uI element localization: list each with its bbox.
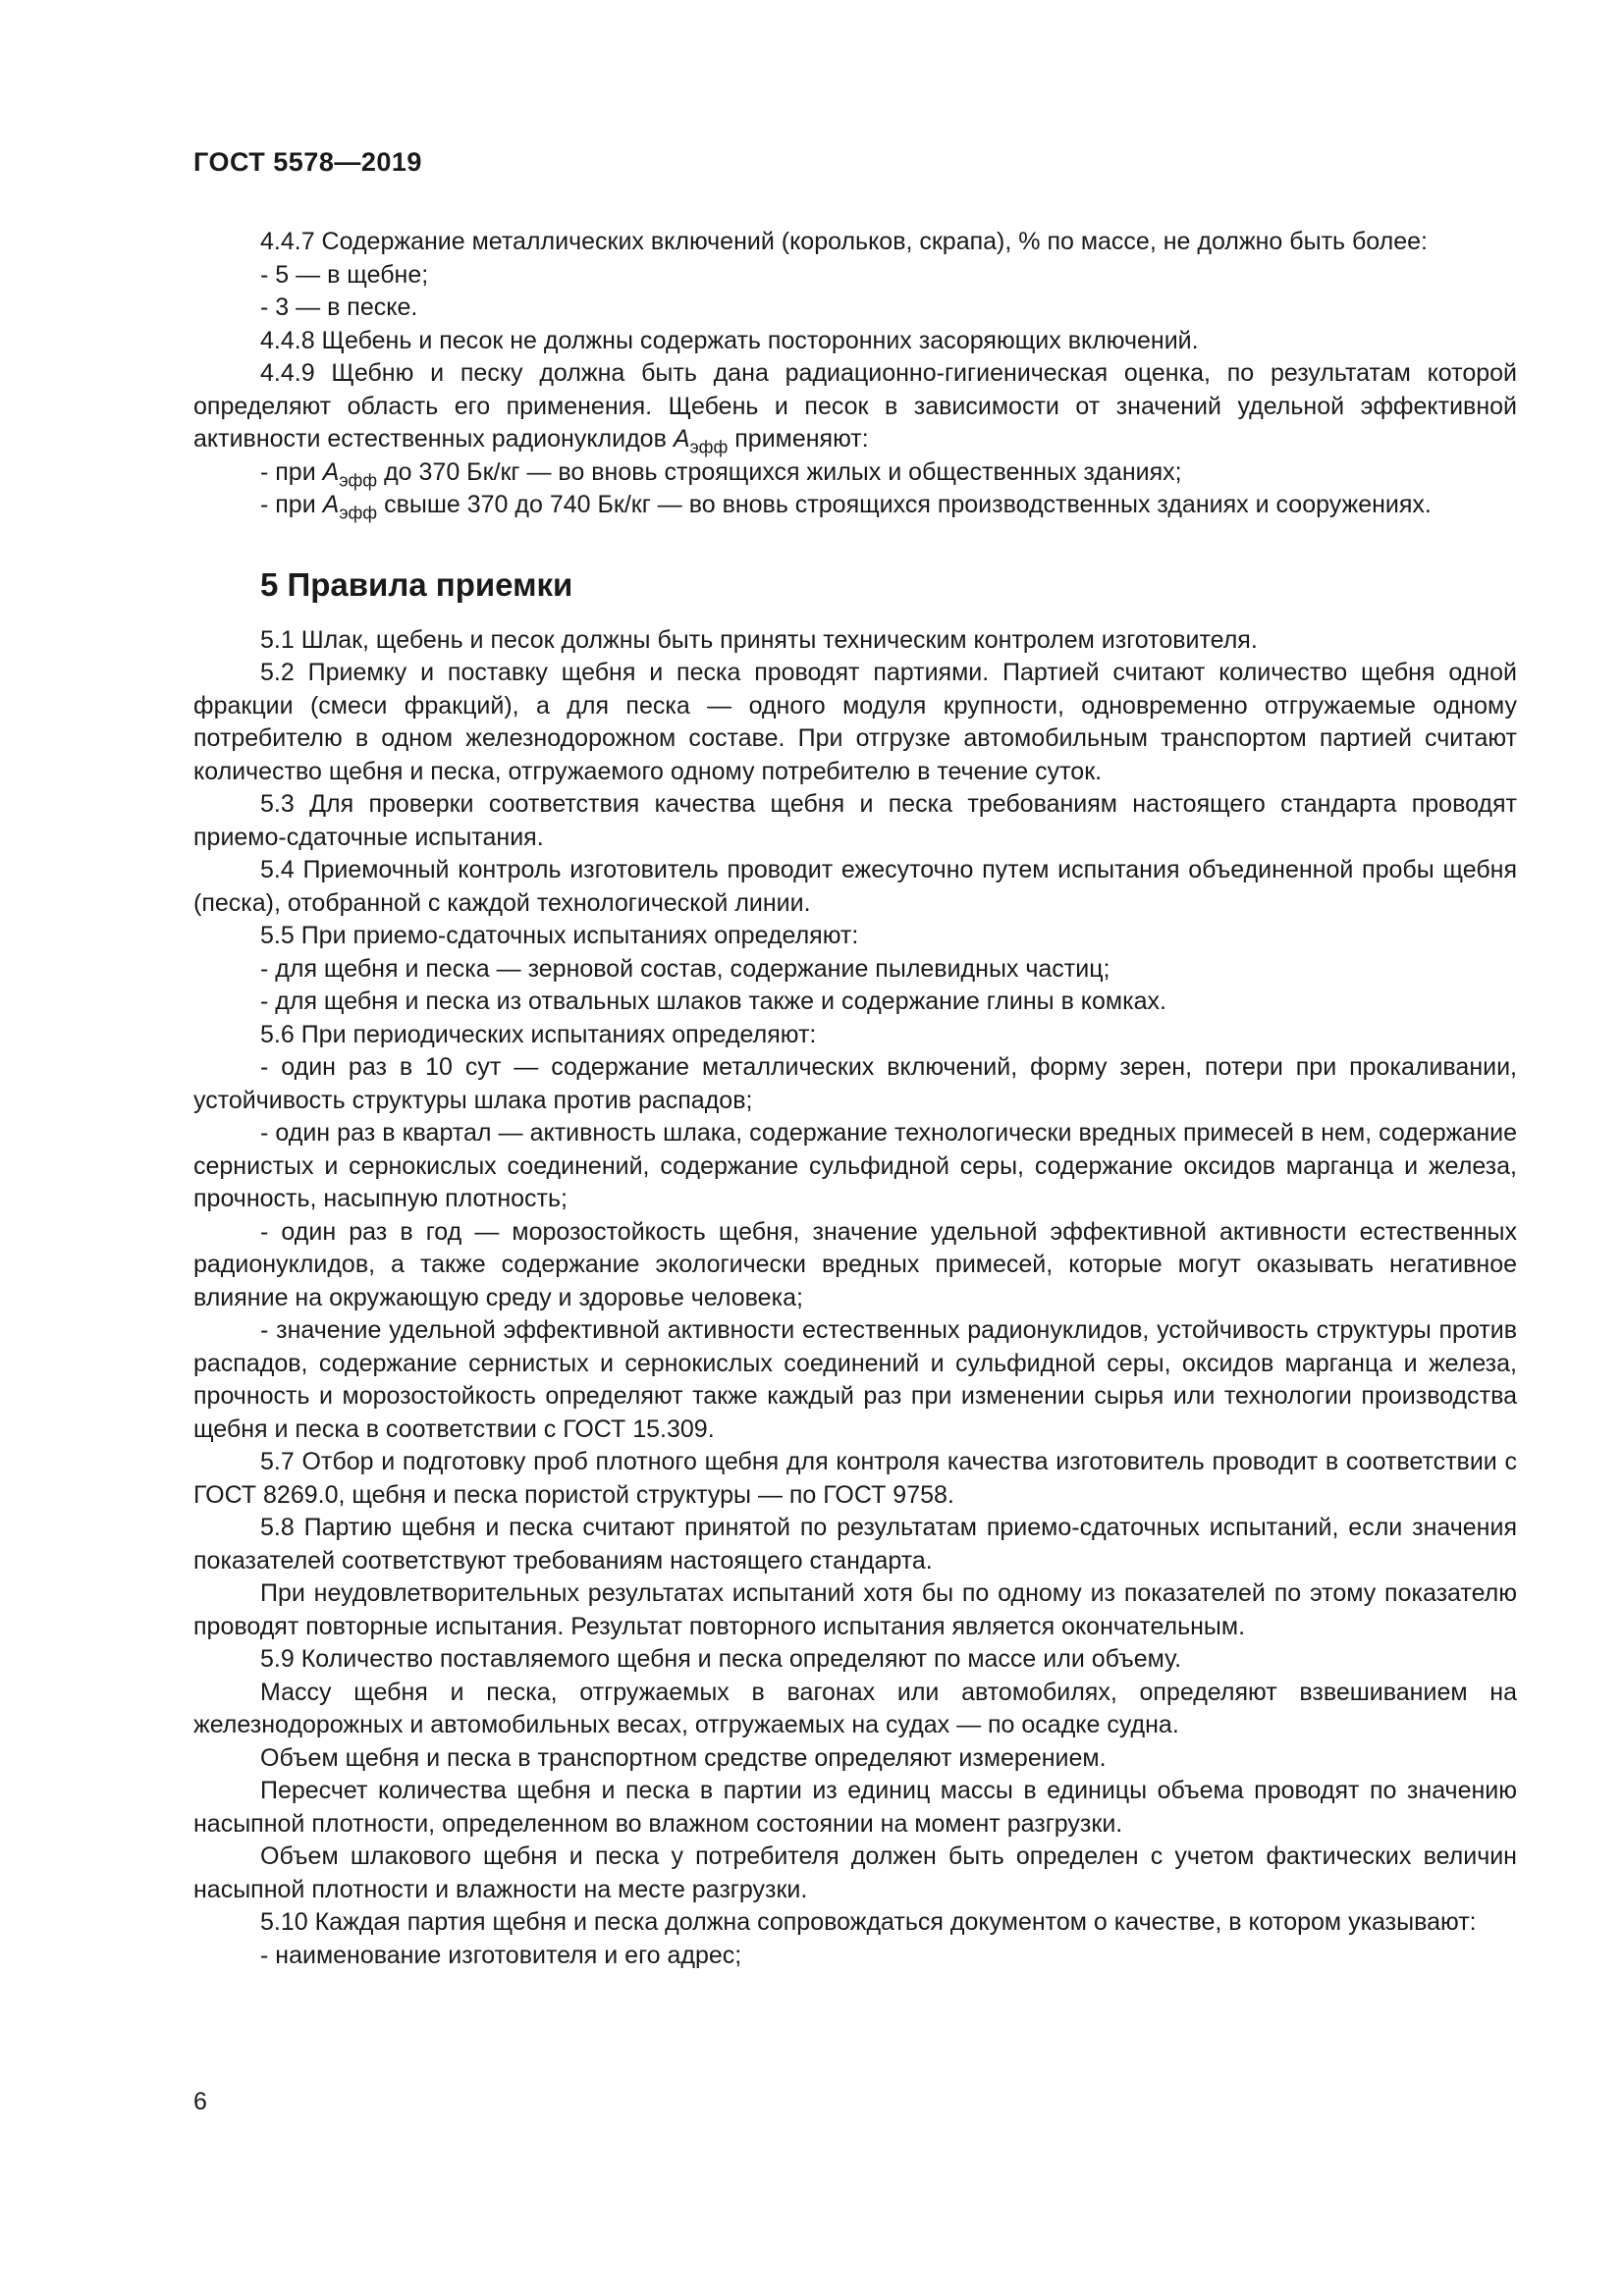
paragraph: Объем щебня и песка в транспортном средстве определяют измерением.: [260, 1743, 1107, 1772]
paragraph: - один раз в квартал — активность шлака, содержание технологически вредных примесей в нем, содержание сернистых и сернокислых соединений, содержание сульфидной серы, содержание оксидов марганца и железа, прочность, насыпную плотность;: [193, 1119, 1517, 1212]
paragraph: 5.3 Для проверки соответствия качества щебня и песка требованиям настоящего стандарта проводят приемо-сдаточные испытания.: [193, 790, 1517, 851]
paragraph: 5.7 Отбор и подготовку проб плотного щебня для контроля качества изготовитель проводит в соответствии с ГОСТ 8269.0, щебня и песка пористой структуры — по ГОСТ 9758.: [193, 1448, 1517, 1509]
paragraph-text: до 370 Бк/кг — во вновь строящихся жилых и общественных зданиях;: [377, 457, 1182, 486]
symbol-a: А: [322, 491, 340, 518]
paragraph-text: свыше 370 до 740 Бк/кг — во вновь строящихся производственных зданиях и сооружениях.: [377, 491, 1432, 518]
paragraph: - один раз в год — морозостойкость щебня, значение удельной эффективной активности естественных радионуклидов, а также содержание экологически вредных примесей, которые могут оказывать негативное влияние на окружающую среду и здоровье человека;: [193, 1217, 1517, 1311]
paragraph: Пересчет количества щебня и песка в партии из единиц массы в единицы объема проводят по значению насыпной плотности, определенном во влажном состоянии на момент разгрузки.: [193, 1777, 1517, 1838]
symbol-subscript: эфф: [339, 503, 378, 523]
document-header: ГОСТ 5578—2019: [193, 147, 422, 177]
paragraph: 4.4.7 Содержание металлических включений (корольков, скрапа), % по массе, не должно быть более:: [260, 228, 1429, 255]
paragraph: - один раз в 10 сут — содержание металлических включений, форму зерен, потери при прокаливании, устойчивость структуры шлака против распадов;: [193, 1053, 1517, 1114]
symbol-a: А: [322, 457, 340, 486]
paragraph: Объем шлакового щебня и песка у потребителя должен быть определен с учетом фактических величин насыпной плотности и влажности на месте разгрузки.: [193, 1842, 1517, 1903]
symbol-subscript: эфф: [689, 437, 729, 457]
paragraph: 5.8 Партию щебня и песка считают принятой по результатам приемо-сдаточных испытаний, если значения показателей соответствуют требованиям настоящего стандарта.: [193, 1514, 1517, 1575]
paragraph: 5.5 При приемо-сдаточных испытаниях определяют:: [260, 922, 859, 949]
paragraph: 5.6 При периодических испытаниях определяют:: [260, 1020, 817, 1048]
symbol-a: А: [673, 425, 690, 453]
paragraph: 5.9 Количество поставляемого щебня и песка определяют по массе или объему.: [260, 1645, 1182, 1673]
paragraph: [193, 489, 1517, 522]
paragraph: - 5 — в щебне;: [260, 260, 429, 289]
paragraph-text: применяют:: [728, 425, 869, 453]
section-title: 5 Правила приемки: [260, 565, 573, 603]
paragraph: [193, 357, 1517, 456]
paragraph: 5.1 Шлак, щебень и песок должны быть приняты техническим контролем изготовителя.: [260, 625, 1258, 654]
symbol-subscript: эфф: [339, 469, 378, 490]
document-body: [193, 226, 1517, 1972]
paragraph-text: - при: [260, 457, 323, 486]
block-requirements: [193, 226, 1517, 522]
paragraph: 5.10 Каждая партия щебня и песка должна сопровождаться документом о качестве, в котором указывают:: [260, 1908, 1477, 1936]
paragraph: - значение удельной эффективной активности естественных радионуклидов, устойчивость структуры против распадов, содержание сернистых и сернокислых соединений и сульфидной серы, оксидов марганца и железа, прочность и морозостойкость определяют также каждый раз при изменении сырья или технологии производства щебня и песка в соответствии с ГОСТ 15.309.: [193, 1316, 1517, 1443]
block-acceptance-rules: [193, 624, 1517, 1973]
paragraph: Массу щебня и песка, отгружаемых в вагонах или автомобилях, определяют взвешиванием на железнодорожных и автомобильных весах, отгружаемых на судах — по осадке судна.: [193, 1678, 1517, 1738]
paragraph-text: - при: [260, 491, 323, 518]
paragraph: 5.4 Приемочный контроль изготовитель проводит ежесуточно путем испытания объединенной пробы щебня (песка), отобранной с каждой технологической линии.: [193, 856, 1517, 917]
paragraph: - наименование изготовителя и его адрес;: [260, 1941, 742, 1969]
paragraph: При неудовлетворительных результатах испытаний хотя бы по одному из показателей по этому показателю проводят повторные испытания. Результат повторного испытания является окончательным.: [193, 1579, 1517, 1640]
page-number: 6: [193, 2088, 207, 2115]
paragraph: - для щебня и песка из отвальных шлаков также и содержание глины в комках.: [260, 988, 1166, 1015]
paragraph: [193, 456, 1517, 490]
paragraph: 5.2 Приемку и поставку щебня и песка проводят партиями. Партией считают количество щебня одной фракции (смеси фракций), а для песка — одного модуля крупности, одновременно отгружаемые одному потребителю в одном железнодорожном составе. При отгрузке автомобильным транспортом партией считают количество щебня и песка, отгружаемого одному потребителю в течение суток.: [193, 659, 1517, 785]
paragraph: - для щебня и песка — зерновой состав, содержание пылевидных частиц;: [260, 954, 1110, 983]
paragraph-text: 4.4.9 Щебню и песку должна быть дана радиационно-гигиеническая оценка, по результатам которой определяют область его применения. Щебень и песок в зависимости от значений удельной эффективной активности естественных радионуклидов: [193, 359, 1517, 453]
paragraph: 4.4.8 Щебень и песок не должны содержать посторонних засоряющих включений.: [260, 326, 1199, 354]
paragraph: - 3 — в песке.: [260, 294, 418, 321]
